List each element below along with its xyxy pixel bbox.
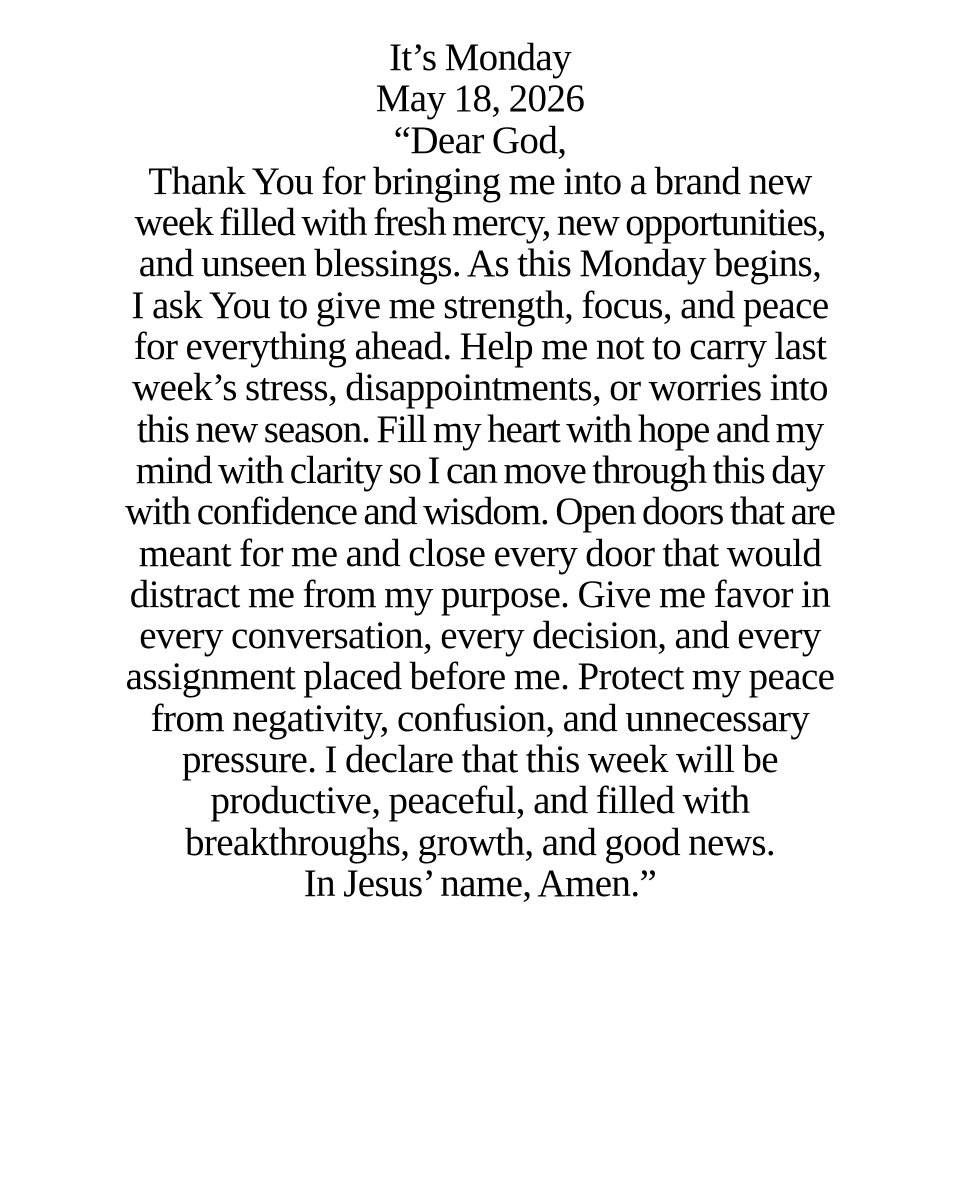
prayer-line: distract me from my purpose. Give me favor in — [129, 572, 831, 616]
day-heading: It’s Monday — [389, 36, 571, 79]
prayer-line: for everything ahead. Help me not to carry last — [133, 325, 827, 369]
prayer-line: Thank You for bringing me into a brand new — [148, 159, 812, 203]
prayer-line: pressure. I declare that this week will be — [182, 738, 778, 782]
prayer-line: week filled with fresh mercy, new opportunities, — [134, 201, 826, 245]
prayer-line: and unseen blessings. As this Monday begins, — [138, 242, 822, 286]
prayer-line: productive, peaceful, and filled with — [210, 779, 750, 823]
prayer-line: every conversation, every decision, and every — [139, 614, 821, 658]
prayer-line: I ask You to give me strength, focus, and peace — [131, 283, 829, 327]
prayer-text — [0, 37, 960, 904]
prayer-line: from negativity, confusion, and unnecessary — [150, 696, 810, 740]
closing-line: In Jesus’ name, Amen.” — [303, 861, 657, 905]
prayer-line: with confidence and wisdom. Open doors that are — [125, 490, 835, 534]
prayer-line: assignment placed before me. Protect my peace — [125, 655, 835, 699]
prayer-line: breakthroughs, growth, and good news. — [184, 820, 776, 864]
prayer-line: this new season. Fill my heart with hope and my — [136, 407, 824, 451]
date-heading: May 18, 2026 — [375, 77, 585, 121]
prayer-line: mind with clarity so I can move through this day — [135, 448, 825, 492]
salutation: “Dear God, — [393, 118, 567, 162]
prayer-line: week’s stress, disappointments, or worries into — [132, 366, 828, 410]
prayer-line: meant for me and close every door that would — [138, 531, 822, 575]
